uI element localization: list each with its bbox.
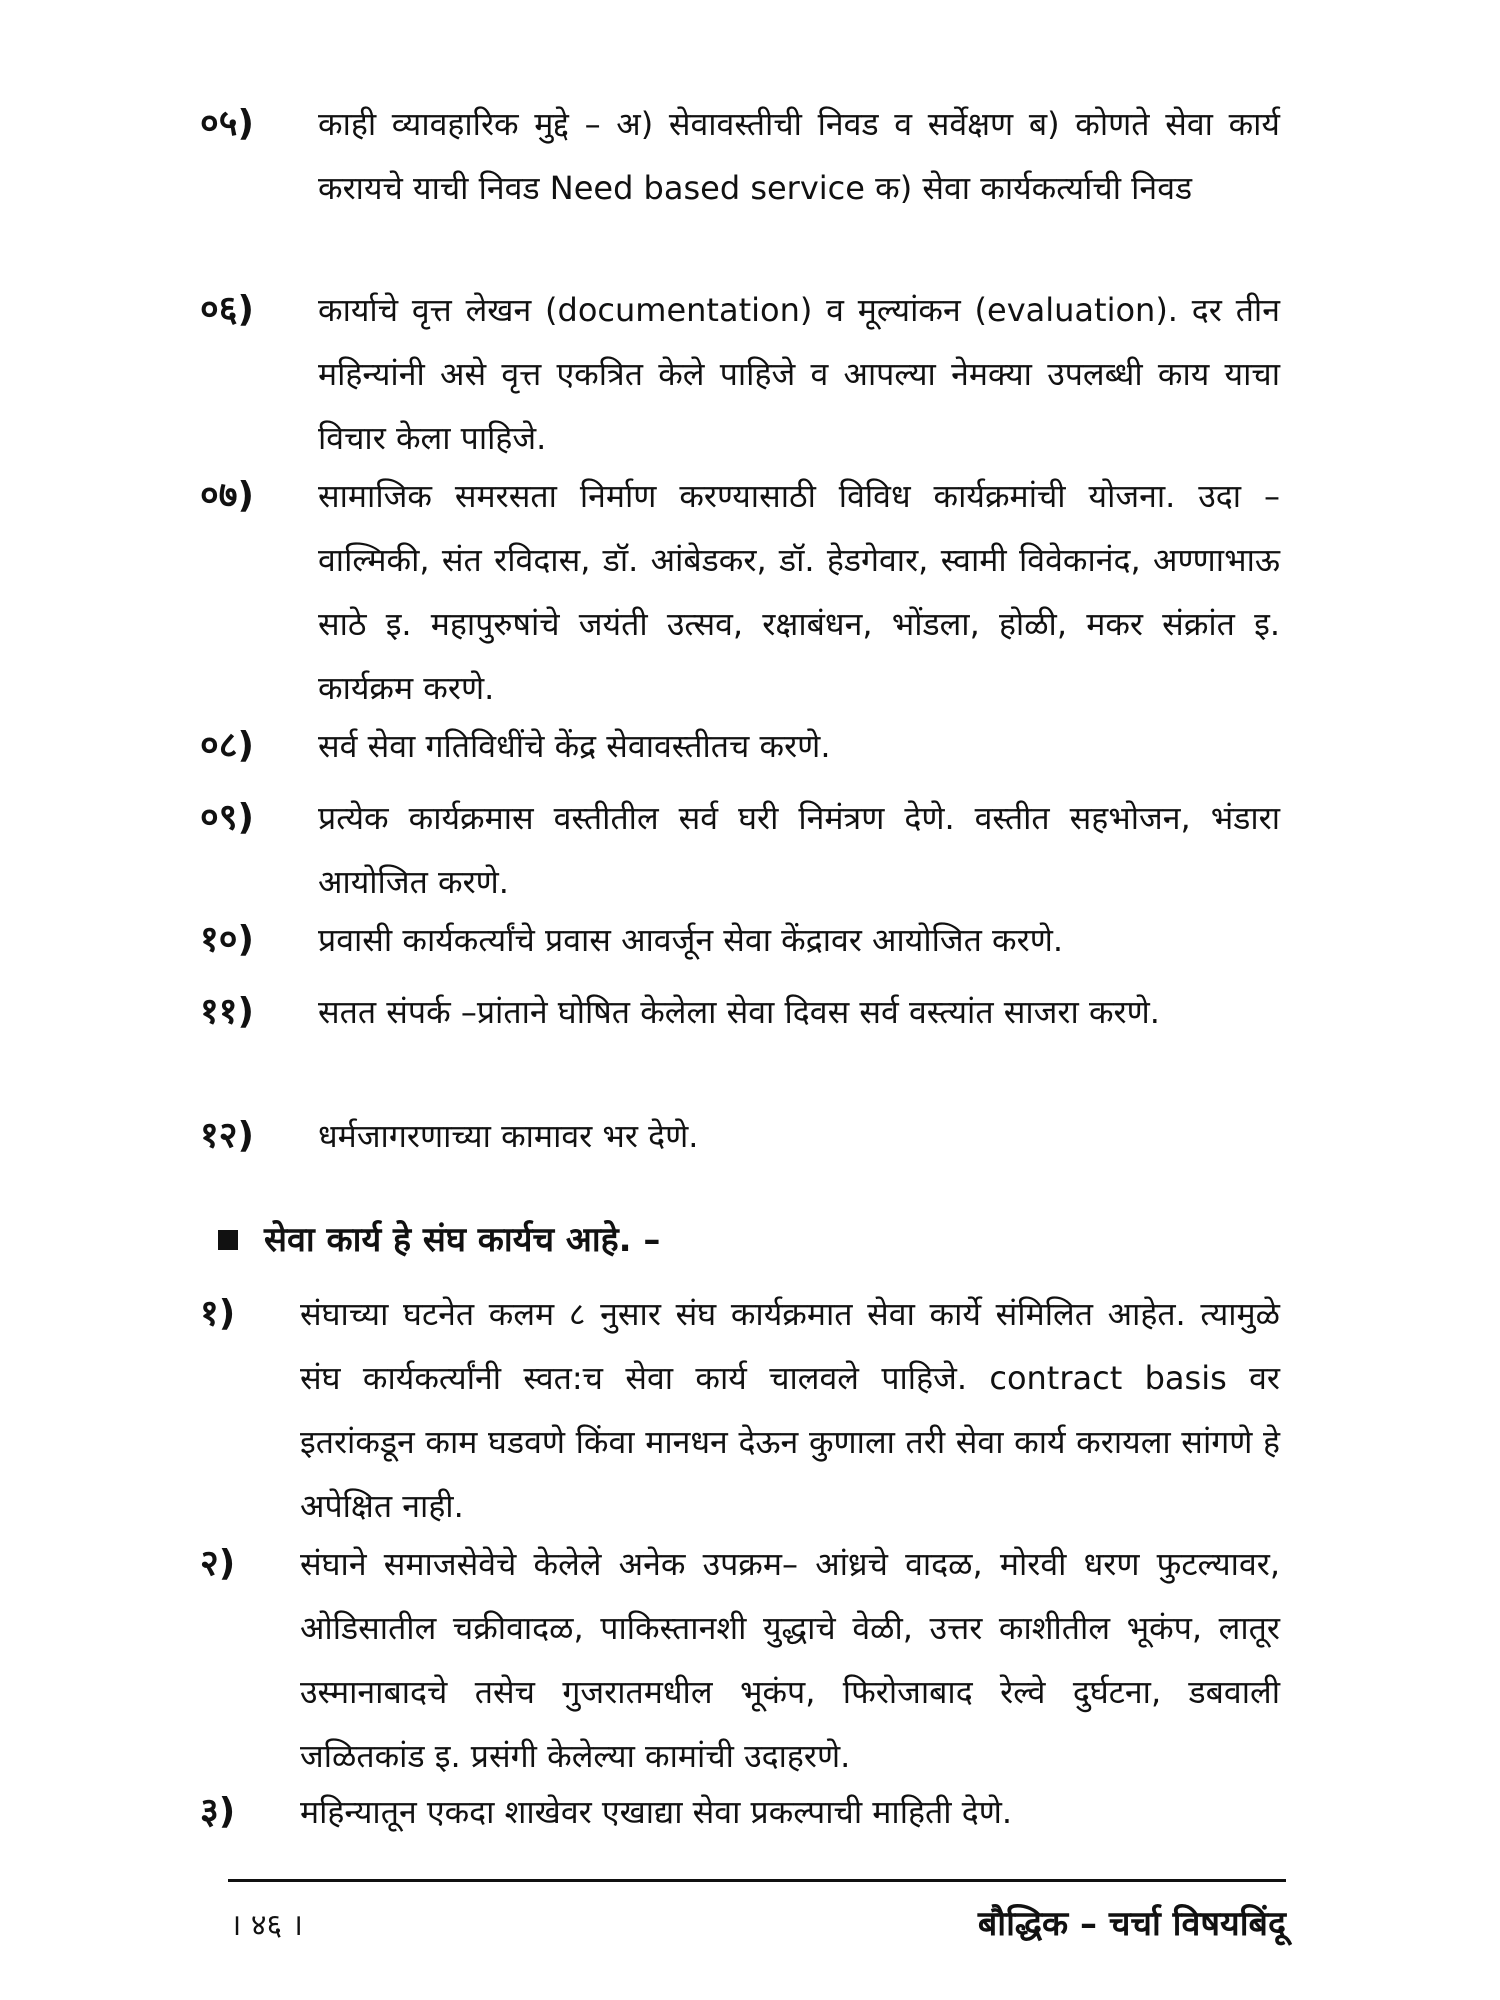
item-number: ०६) [200,289,254,330]
square-bullet-icon [218,1230,238,1250]
section-heading [218,1208,660,1272]
book-title: बौद्धिक – चर्चा विषयबिंदू [977,1904,1286,1944]
item-text: महिन्यातून एकदा शाखेवर एखाद्या सेवा प्रकल्पाची माहिती देणे. [300,1793,1013,1831]
item-text: काही व्यावहारिक मुद्दे – अ) सेवावस्तीची निवड व सर्वेक्षण ब) कोणते सेवा कार्य करायचे याची निवड Need based service क) सेवा कार्यकर्त्याची निवड [318,105,1280,207]
item-text: धर्मजागरणाच्या कामावर भर देणे. [318,1117,699,1155]
item-text: प्रत्येक कार्यक्रमास वस्तीतील सर्व घरी निमंत्रण देणे. वस्तीत सहभोजन, भंडारा आयोजित करणे. [318,799,1280,901]
item-number: ०७) [200,475,254,516]
page-number: । ४६ । [230,1908,304,1943]
item-text: कार्याचे वृत्त लेखन (documentation) व मूल्यांकन (evaluation). दर तीन महिन्यांनी असे वृत्त एकत्रित केले पाहिजे व आपल्या नेमक्या उपलब्धी काय याचा विचार केला पाहिजे. [318,291,1280,457]
item-number: १२) [200,1115,254,1156]
item-text: संघाच्या घटनेत कलम ८ नुसार संघ कार्यक्रमात सेवा कार्ये संमिलित आहेत. त्यामुळे संघ कार्यकर्त्यांनी स्वत:च सेवा कार्य चालवले पाहिजे. contract basis वर इतरांकडून काम घडवणे किंवा मानधन देऊन कुणाला तरी सेवा कार्य करायला सांगणे हे अपेक्षित नाही. [300,1295,1280,1525]
item-number: १) [200,1293,236,1334]
item-text: सर्व सेवा गतिविधींचे केंद्र सेवावस्तीतच करणे. [318,727,831,765]
section-heading-text: सेवा कार्य हे संघ कार्यच आहे. – [264,1220,661,1260]
footer-divider [228,1879,1286,1882]
item-number: १०) [200,919,254,960]
item-number: ११) [200,991,254,1032]
item-number: ०५) [200,103,254,144]
item-text: सामाजिक समरसता निर्माण करण्यासाठी विविध कार्यक्रमांची योजना. उदा – वाल्मिकी, संत रविदास, डॉ. आंबेडकर, डॉ. हेडगेवार, स्वामी विवेकानंद, अण्णाभाऊ साठे इ. महापुरुषांचे जयंती उत्सव, रक्षाबंधन, भोंडला, होळी, मकर संक्रांत इ. कार्यक्रम करणे. [318,477,1280,707]
item-number: ३) [200,1791,236,1832]
item-number: ०९) [200,797,254,838]
item-number: २) [200,1543,236,1584]
item-text: सतत संपर्क –प्रांताने घोषित केलेला सेवा दिवस सर्व वस्त्यांत साजरा करणे. [318,993,1160,1031]
item-number: ०८) [200,725,254,766]
item-text: प्रवासी कार्यकर्त्यांचे प्रवास आवर्जून सेवा केंद्रावर आयोजित करणे. [318,921,1064,959]
item-text: संघाने समाजसेवेचे केलेले अनेक उपक्रम– आंध्रचे वादळ, मोरवी धरण फुटल्यावर, ओडिसातील चक्रीवादळ, पाकिस्तानशी युद्धाचे वेळी, उत्तर काशीतील भूकंप, लातूर उस्मानाबादचे तसेच गुजरातमधील भूकंप, फिरोजाबाद रेल्वे दुर्घटना, डबवाली जळितकांड इ. प्रसंगी केलेल्या कामांची उदाहरणे. [300,1545,1280,1775]
